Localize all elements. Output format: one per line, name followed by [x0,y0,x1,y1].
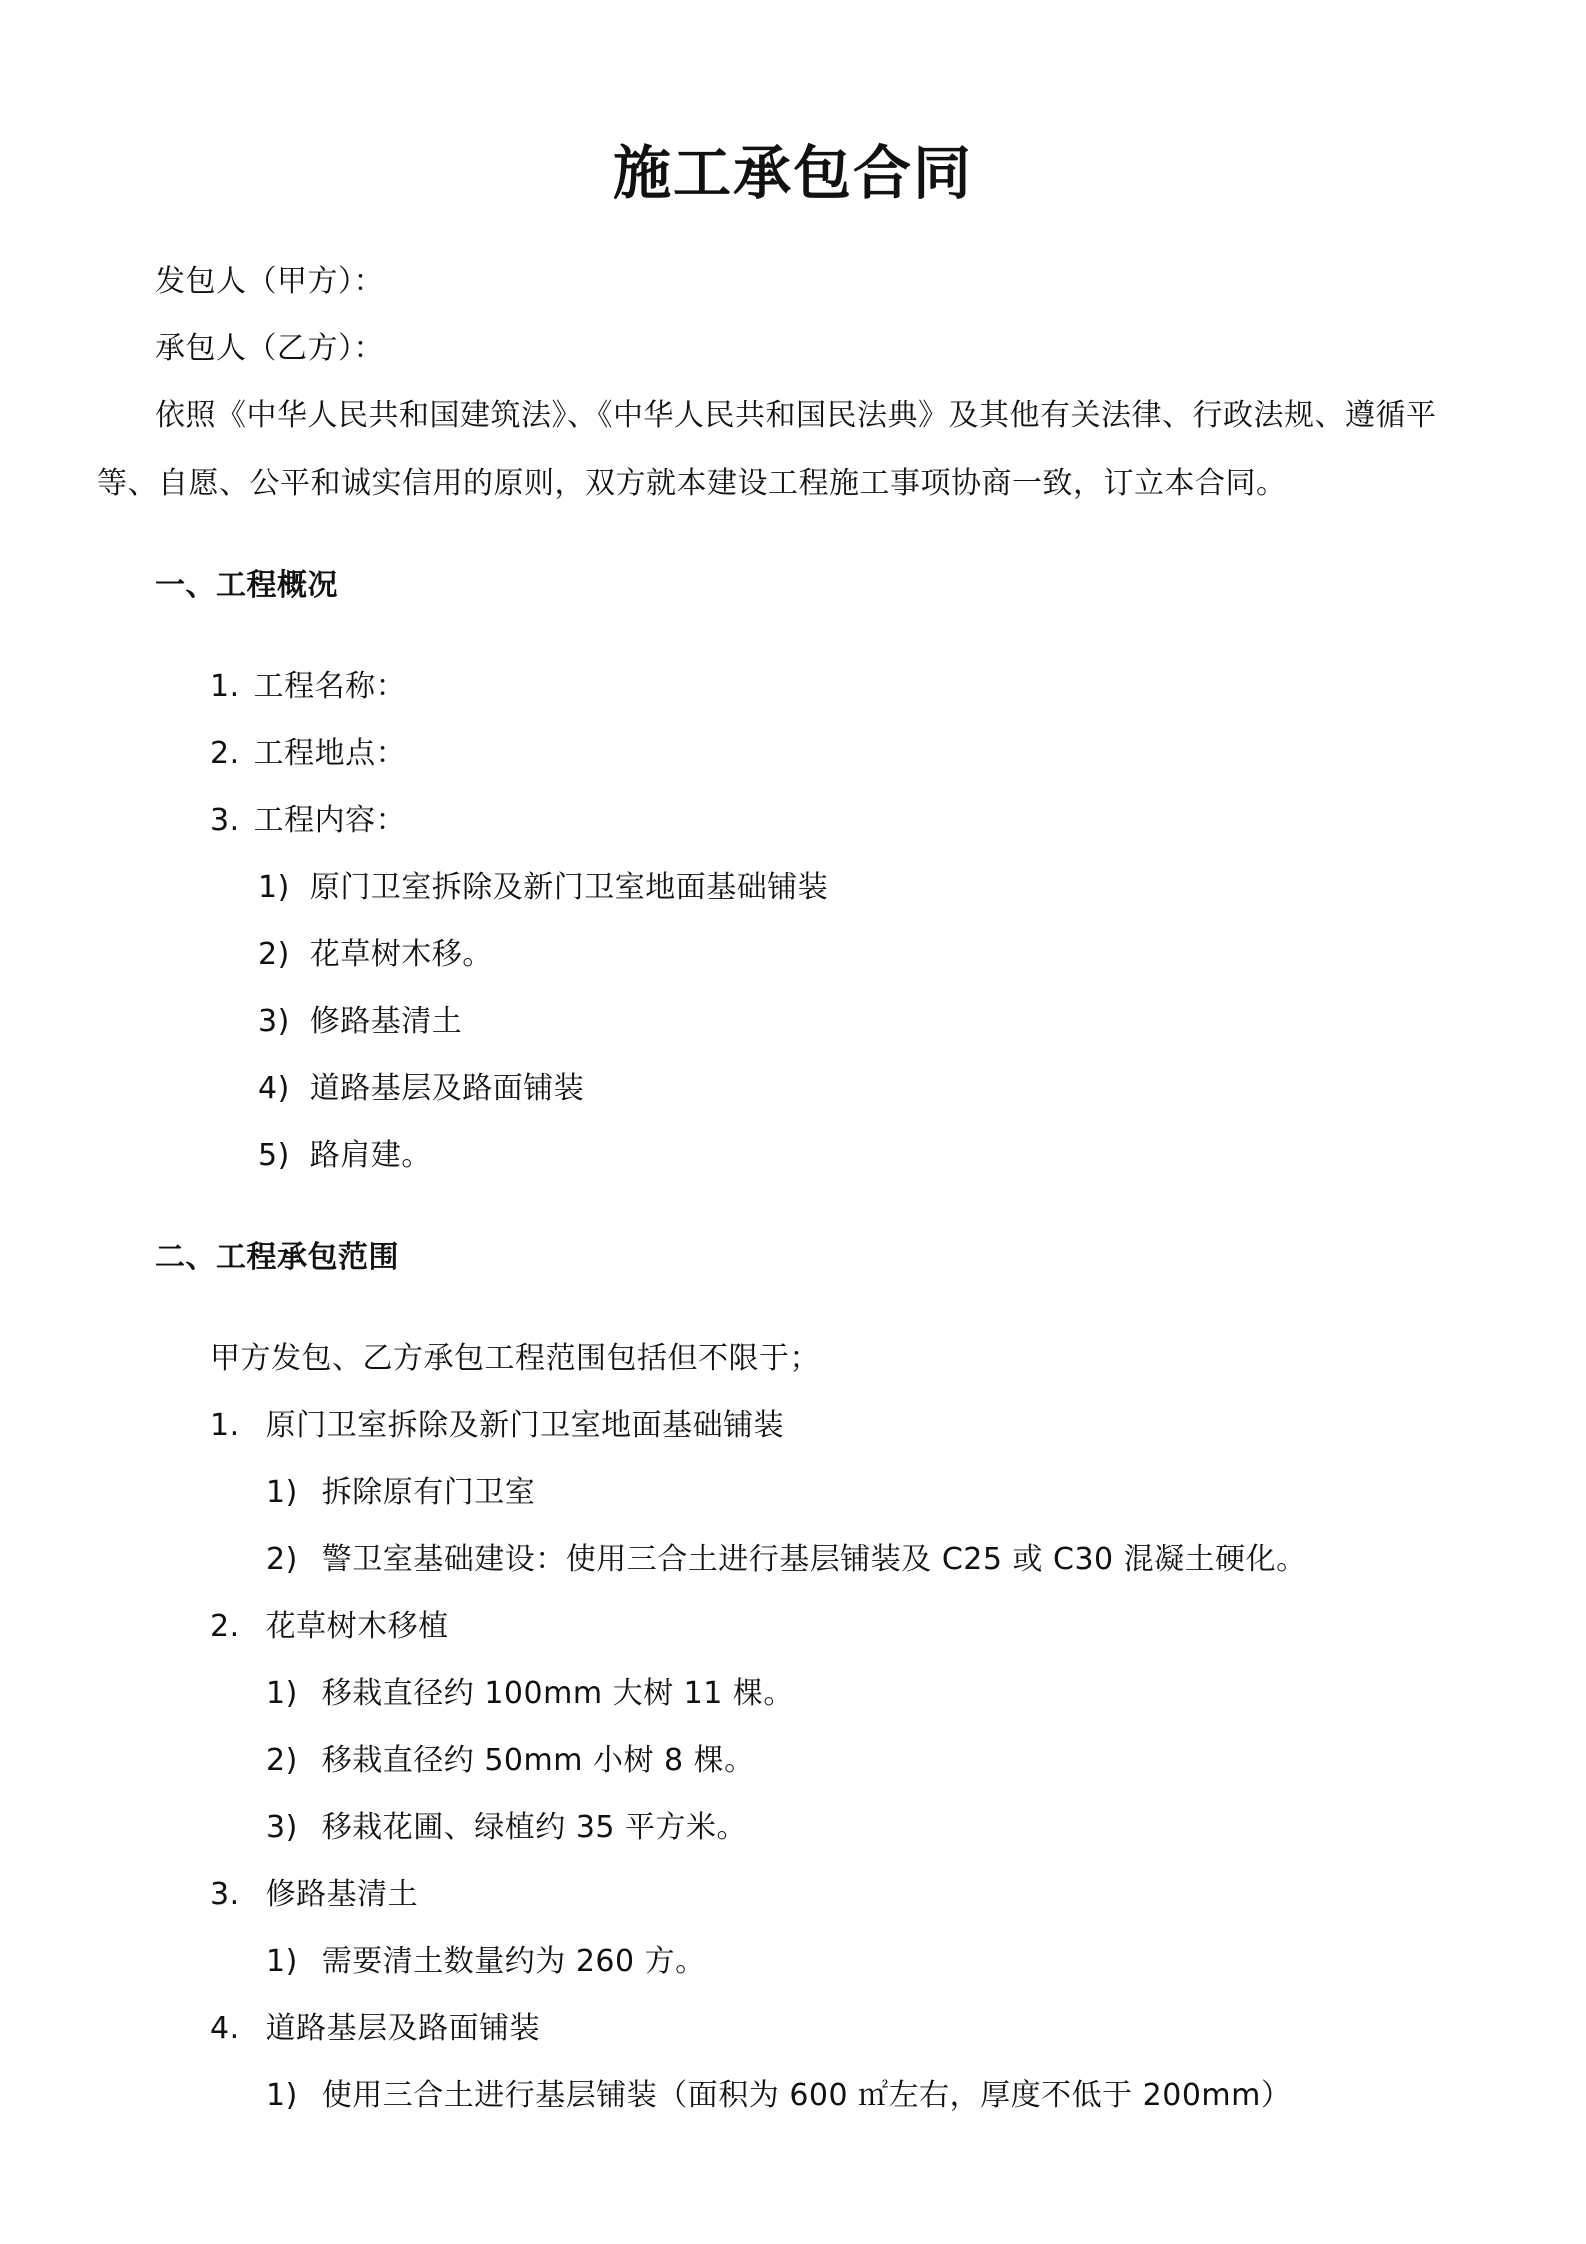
item-number: 2) [266,1542,298,1577]
list-item [266,1942,706,1982]
item-number: 3) [266,1810,298,1845]
item-text: 需要清土数量约为 260 方。 [321,1944,706,1979]
item-text: 道路基层及路面铺装 [265,2011,541,2046]
list-item [258,935,493,975]
item-number: 2. [210,736,240,771]
list-item [266,1540,1307,1580]
item-text: 工程内容： [253,803,407,838]
item-number: 1) [258,870,290,905]
item-text: 工程名称： [253,669,407,704]
item-number: 5) [258,1138,290,1173]
item-number: 2. [210,1609,240,1644]
item-text: 修路基清土 [309,1004,463,1039]
section-2-heading: 二、工程承包范围 [155,1240,399,1275]
list-item [258,868,828,908]
party-a-label: 发包人（甲方）： [155,264,384,299]
preamble-line-2: 等、自愿、公平和诚实信用的原则，双方就本建设工程施工事项协商一致，订立本合同。 [97,466,1287,501]
list-item [210,667,406,707]
list-item [266,1674,794,1714]
item-number: 1) [266,1676,298,1711]
list-item [210,2009,540,2049]
list-item [210,1875,418,1915]
list-item [266,2076,1291,2116]
item-number: 2) [266,1743,298,1778]
item-text: 拆除原有门卫室 [321,1475,536,1510]
list-item [266,1741,755,1781]
item-number: 4) [258,1071,290,1106]
item-text: 修路基清土 [265,1877,419,1912]
item-number: 3. [210,803,240,838]
list-item [258,1136,432,1176]
item-text: 移栽直径约 100mm 大树 11 棵。 [321,1676,794,1711]
item-number: 1. [210,1408,240,1443]
list-item [210,1607,449,1647]
item-text: 道路基层及路面铺装 [309,1071,585,1106]
item-number: 1) [266,1475,298,1510]
party-b-label: 承包人（乙方）： [155,331,384,366]
item-text: 原门卫室拆除及新门卫室地面基础铺装 [309,870,829,905]
list-item [210,1406,784,1446]
item-text: 路肩建。 [309,1138,432,1173]
section-2-intro: 甲方发包、乙方承包工程范围包括但不限于； [210,1341,820,1376]
item-text: 花草树木移植 [265,1609,449,1644]
item-number: 1. [210,669,240,704]
item-text: 移栽直径约 50mm 小树 8 棵。 [321,1743,755,1778]
document-title: 施工承包合同 [612,139,973,207]
item-text: 移栽花圃、绿植约 35 平方米。 [321,1810,748,1845]
item-text: 警卫室基础建设：使用三合土进行基层铺装及 C25 或 C30 混凝土硬化。 [321,1542,1307,1577]
item-text: 花草树木移。 [309,937,493,972]
item-number: 3. [210,1877,240,1912]
item-number: 2) [258,937,290,972]
item-number: 3) [258,1004,290,1039]
item-text: 工程地点： [253,736,407,771]
list-item [258,1069,584,1109]
item-text: 使用三合土进行基层铺装（面积为 600 ㎡左右，厚度不低于 200mm） [321,2078,1292,2113]
list-item [210,801,406,841]
item-number: 1) [266,1944,298,1979]
list-item [266,1473,535,1513]
item-number: 1) [266,2078,298,2113]
item-text: 原门卫室拆除及新门卫室地面基础铺装 [265,1408,785,1443]
item-number: 4. [210,2011,240,2046]
section-1-heading: 一、工程概况 [155,568,338,603]
list-item [210,734,406,774]
preamble-line-1: 依照《中华人民共和国建筑法》、《中华人民共和国民法典》及其他有关法律、行政法规、遵循平 [155,398,1437,433]
list-item [266,1808,747,1848]
list-item [258,1002,462,1042]
